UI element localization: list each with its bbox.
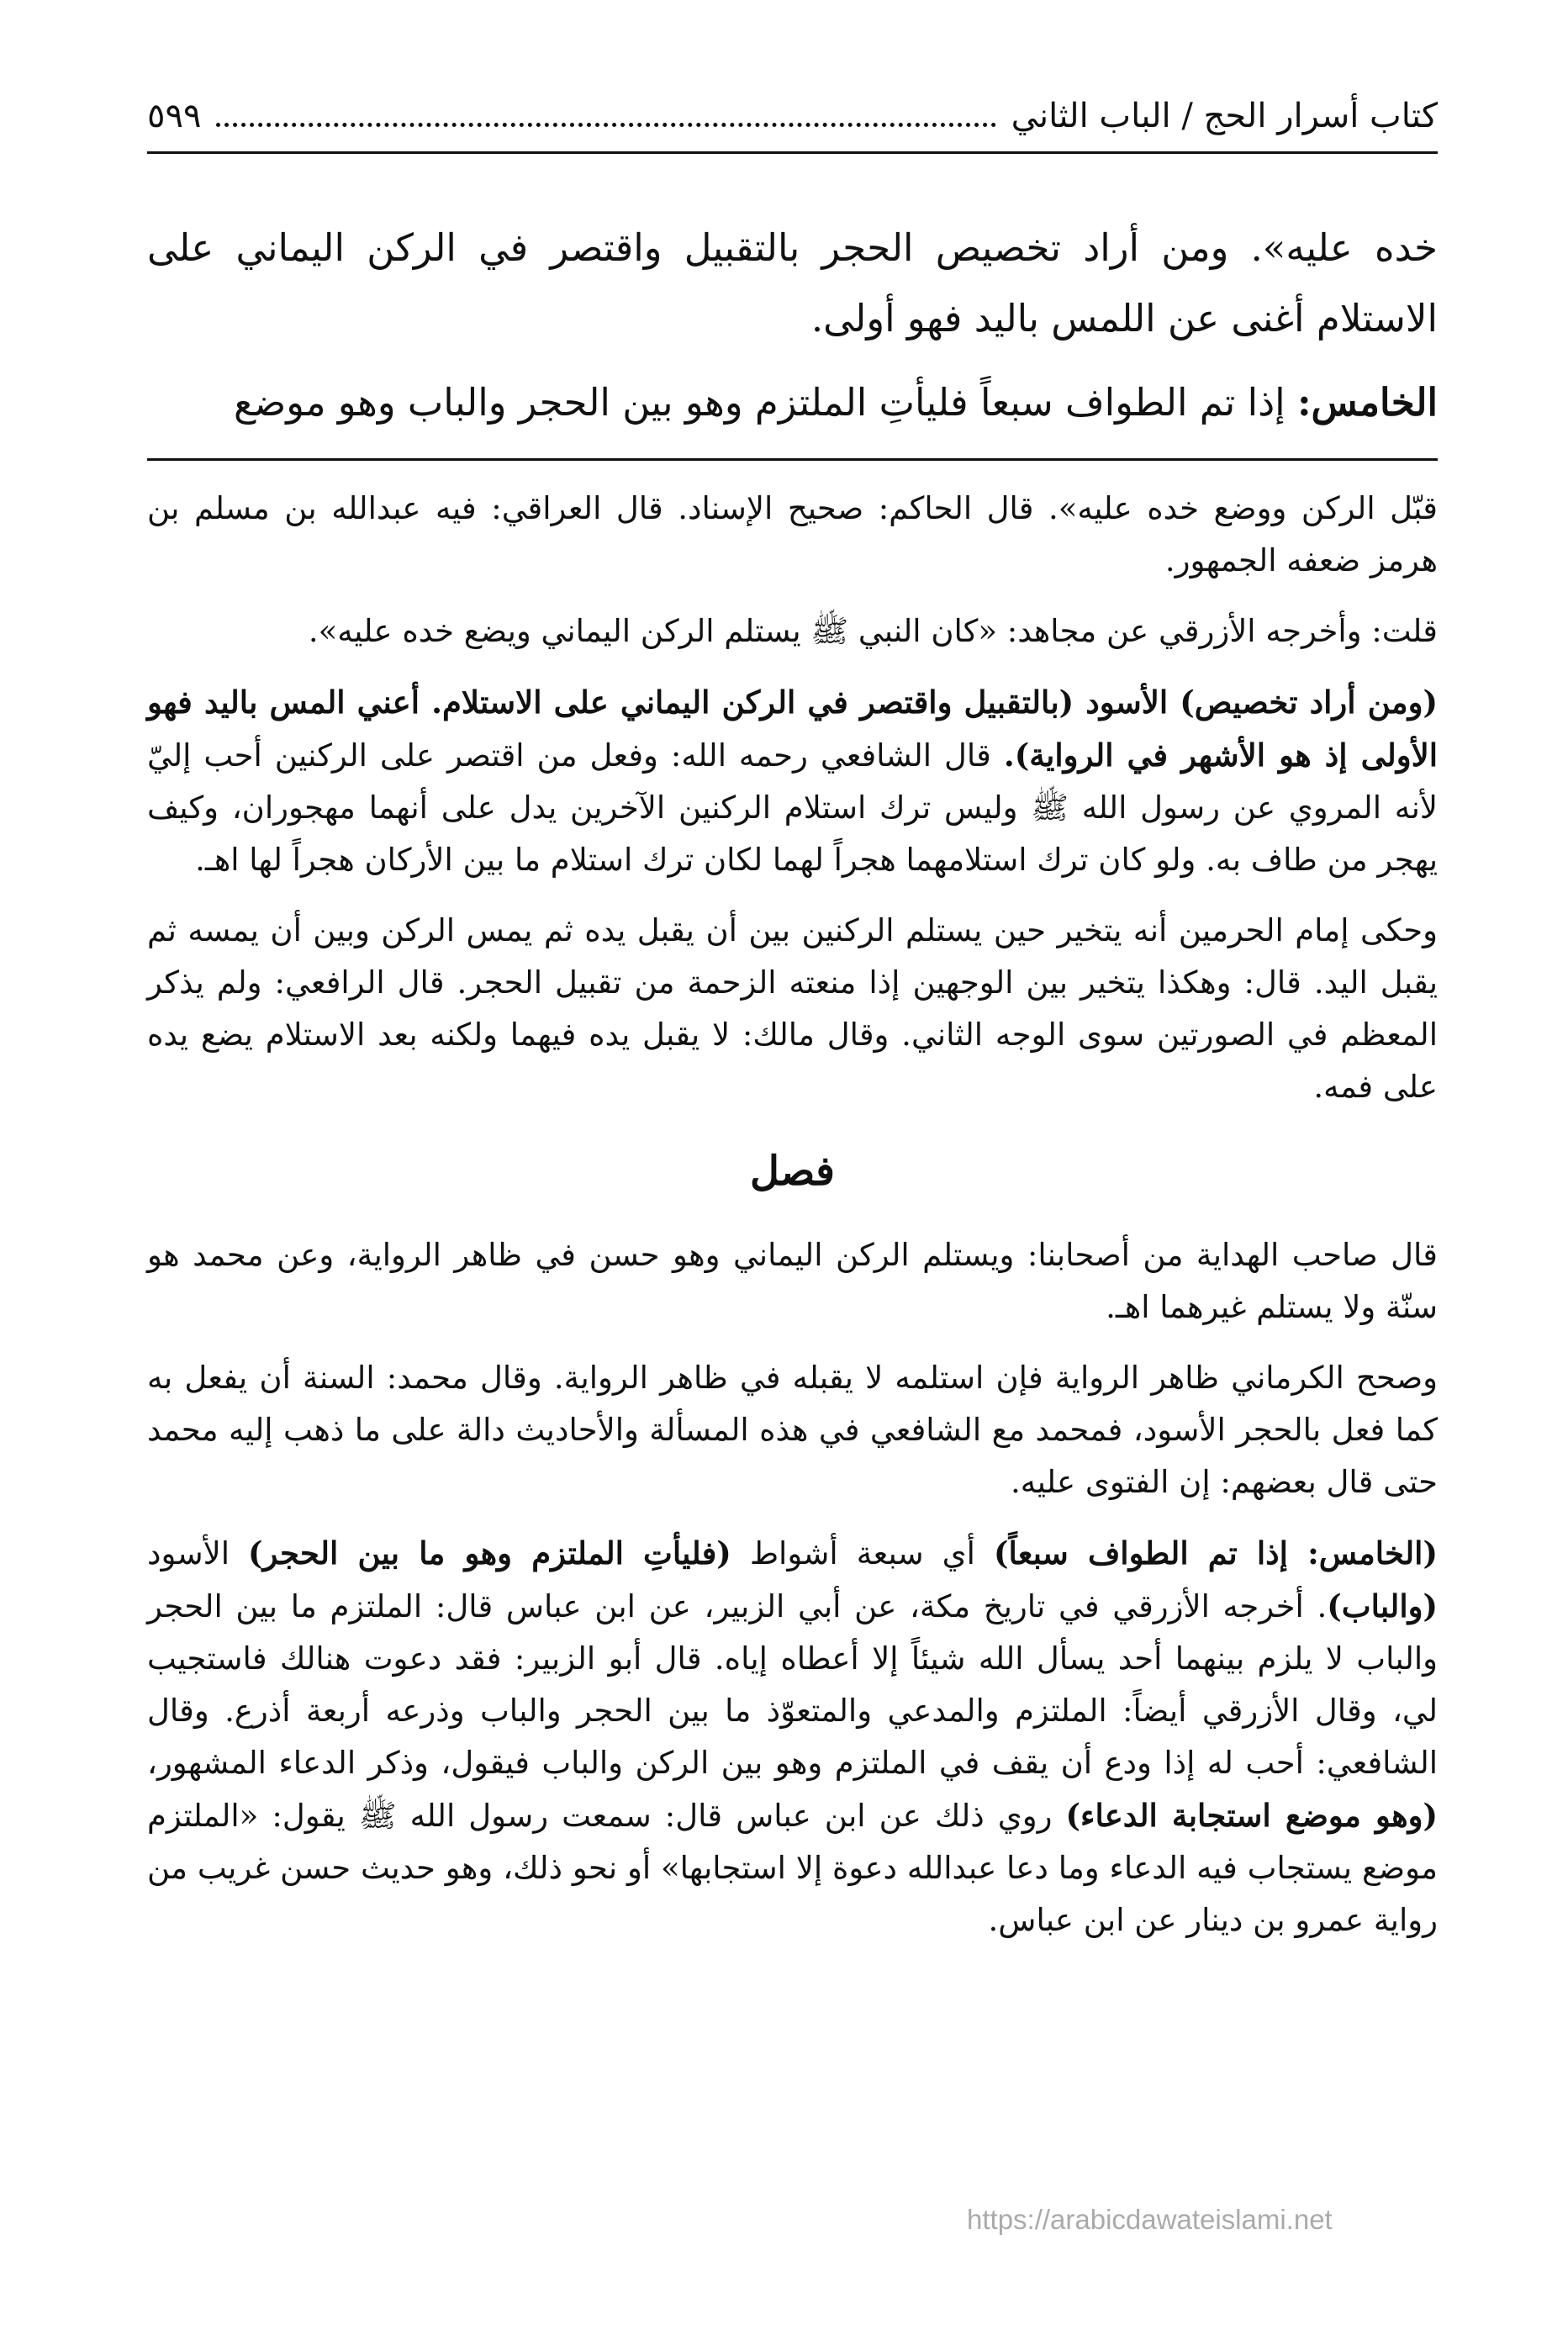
commentary-paragraph [147, 676, 1438, 886]
commentary-paragraph: قلت: وأخرجه الأزرقي عن مجاهد: «كان النبي ﷺ يستلم الركن اليماني ويضع خده عليه». [308, 613, 1438, 649]
main-paragraph [147, 367, 1438, 438]
commentary-text: روي ذلك عن ابن عباس قال: سمعت رسول الله ﷺ يقول: «الملتزم موضع يستجاب فيه الدعاء وما دعا عبدالله دعوة إلا استجابها» أو نحو ذلك، وهو حديث حسن غريب من رواية عمرو بن دينار عن ابن عباس. [147, 1798, 1438, 1938]
commentary-paragraph: قال صاحب الهداية من أصحابنا: ويستلم الركن اليماني وهو حسن في ظاهر الرواية، وعن محمد هو سنّة ولا يستلم غيرهما اهـ. [147, 1237, 1438, 1325]
main-paragraph-text: إذا تم الطواف سبعاً فليأتِ الملتزم وهو بين الحجر والباب وهو موضع [234, 380, 1297, 425]
section-title: فصل [750, 1148, 835, 1195]
commentary-paragraph [147, 1527, 1438, 1947]
book-page [147, 92, 1438, 1965]
quoted-matn: (ومن أراد تخصيص) الأسود (بالتقبيل واقتصر في الركن اليماني على الاستلام. أعني المس باليد فهو الأولى إذ هو الأشهر في الرواية). [147, 684, 1438, 774]
section-heading-fifth: الخامس: [1296, 380, 1438, 425]
commentary-text: . أخرجه الأزرقي في تاريخ مكة، عن أبي الزبير، عن ابن عباس قال: الملتزم ما بين الحجر والباب لا يلزم بينهما أحد يسأل الله شيئاً إلا أعطاه إياه. قال أبو الزبير: فقد دعوت هنالك فاستجيب لي، وقال الأزرقي أيضاً: الملتزم والمدعي والمتعوّذ ما بين الحجر والباب وذرعه أربعة أذرع. وقال الشافعي: أحب له إذا ودع أن يقف في الملتزم وهو بين الركن والباب فيقول، وذكر الدعاء المشهور، [147, 1588, 1438, 1781]
commentary-text: قال الشافعي رحمه الله: وفعل من اقتصر على الركنين أحب إليّ لأنه المروي عن رسول الله ﷺ وليس ترك استلام الركنين الآخرين يدل على أنهما مهجوران، وكيف يهجر من طاف به. ولو كان ترك استلامهما هجراً لهما لكان ترك استلام ما بين الأركان هجراً لها اهـ. [147, 737, 1438, 878]
commentary-paragraph: قبّل الركن ووضع خده عليه». قال الحاكم: صحيح الإسناد. قال العراقي: فيه عبدالله بن مسلم بن هرمز ضعفه الجمهور. [147, 490, 1438, 578]
page-number: ٥٩٩ [147, 97, 202, 135]
header-dot-leader [216, 101, 995, 127]
quoted-matn: (فليأتِ الملتزم وهو ما بين الحجر) [248, 1535, 731, 1572]
quoted-matn: (الخامس: إذا تم الطواف سبعاً) [993, 1535, 1438, 1572]
book-title: كتاب أسرار الحج / الباب الثاني [1011, 97, 1438, 135]
quoted-matn: (وهو موضع استجابة الدعاء) [1065, 1797, 1439, 1834]
commentary-text: الأسود [147, 1535, 249, 1572]
source-watermark: https://arabicdawateislami.net [967, 2204, 1333, 2235]
running-header [147, 92, 1438, 154]
commentary [147, 483, 1438, 1947]
quoted-matn: (والباب) [1327, 1587, 1438, 1624]
commentary-paragraph: وحكى إمام الحرمين أنه يتخير حين يستلم الركنين بين أن يقبل يده ثم يمس الركن وبين أن يمسه ثم يقبل اليد. قال: وهكذا يتخير بين الوجهين إذا منعته الزحمة من تقبيل الحجر. قال الرافعي: ولم يذكر المعظم في الصورتين سوى الوجه الثاني. وقال مالك: لا يقبل يده فيهما ولكنه بعد الاستلام يضع يده على فمه. [147, 912, 1438, 1105]
footnote-divider [147, 458, 1438, 461]
commentary-paragraph: وصحح الكرماني ظاهر الرواية فإن استلمه لا يقبله في ظاهر الرواية. وقال محمد: السنة أن يفعل به كما فعل بالحجر الأسود، فمحمد مع الشافعي في هذه المسألة والأحاديث دالة على ما ذهب إليه محمد حتى قال بعضهم: إن الفتوى عليه. [147, 1360, 1438, 1500]
main-paragraph: خده عليه». ومن أراد تخصيص الحجر بالتقبيل واقتصر في الركن اليماني على الاستلام أغنى عن اللمس باليد فهو أولى. [147, 225, 1438, 341]
commentary-text: أي سبعة أشواط [731, 1535, 994, 1572]
main-text [147, 213, 1438, 438]
